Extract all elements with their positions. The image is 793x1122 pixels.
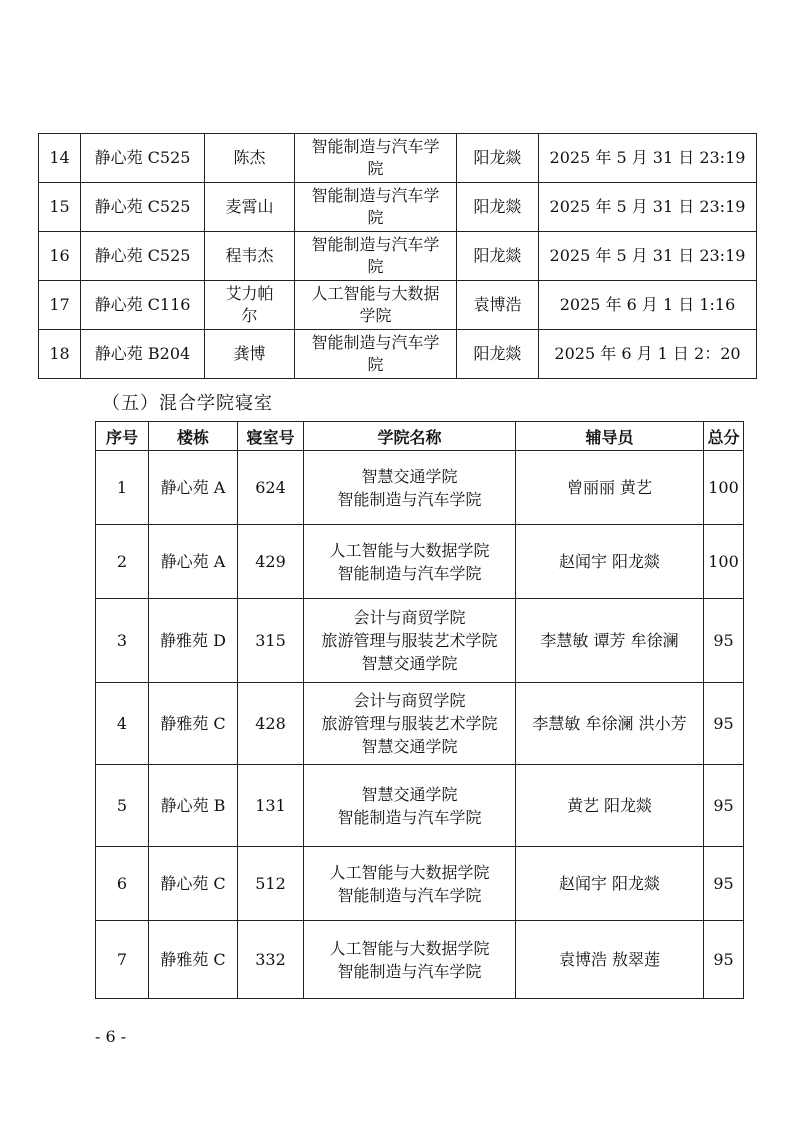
cell-college: 智能制造与汽车学 院 [295,134,457,183]
cell-score: 95 [704,765,744,847]
cell-room: 315 [238,599,304,683]
cell-counselor: 袁博浩 敖翠莲 [516,921,704,999]
cell-counselor: 阳龙燚 [457,183,539,232]
cell-counselor: 阳龙燚 [457,134,539,183]
page-number: - 6 - [95,1027,127,1046]
cell-room: 131 [238,765,304,847]
cell-counselor: 阳龙燚 [457,330,539,379]
header-building: 楼栋 [149,422,238,451]
cell-time: 2025 年 5 月 31 日 23:19 [539,232,757,281]
cell-score: 100 [704,525,744,599]
mixed-dorm-body [96,451,744,999]
cell-score: 100 [704,451,744,525]
cell-name: 陈杰 [205,134,295,183]
cell-dorm: 静心苑 C116 [81,281,205,330]
table-row [96,451,744,525]
table-row [39,183,757,232]
cell-counselor: 曾丽丽 黄艺 [516,451,704,525]
cell-counselor: 阳龙燚 [457,232,539,281]
section-title: （五）混合学院寝室 [102,393,273,414]
violation-records-body [39,134,757,379]
cell-dorm: 静心苑 B204 [81,330,205,379]
table-row [96,525,744,599]
cell-score: 95 [704,599,744,683]
header-counselor: 辅导员 [516,422,704,451]
cell-building: 静心苑 B [149,765,238,847]
cell-building: 静心苑 A [149,451,238,525]
header-room: 寝室号 [238,422,304,451]
cell-college: 人工智能与大数据学院 智能制造与汽车学院 [304,525,516,599]
cell-dorm: 静心苑 C525 [81,232,205,281]
cell-counselor: 黄艺 阳龙燚 [516,765,704,847]
cell-no: 18 [39,330,81,379]
cell-time: 2025 年 5 月 31 日 23:19 [539,134,757,183]
cell-no: 17 [39,281,81,330]
cell-score: 95 [704,683,744,765]
table-row [96,599,744,683]
cell-time: 2025 年 6 月 1 日 2：20 [539,330,757,379]
violation-records-table [38,133,757,379]
table-row [39,330,757,379]
table-row [39,134,757,183]
cell-building: 静雅苑 C [149,921,238,999]
cell-no: 5 [96,765,149,847]
cell-name: 麦霄山 [205,183,295,232]
cell-name: 艾力帕 尔 [205,281,295,330]
cell-counselor: 李慧敏 牟徐澜 洪小芳 [516,683,704,765]
cell-room: 332 [238,921,304,999]
cell-building: 静心苑 A [149,525,238,599]
table-row [96,921,744,999]
table-header-row [96,422,744,451]
cell-college: 智慧交通学院 智能制造与汽车学院 [304,765,516,847]
table-row [39,232,757,281]
cell-time: 2025 年 6 月 1 日 1:16 [539,281,757,330]
cell-dorm: 静心苑 C525 [81,183,205,232]
cell-room: 512 [238,847,304,921]
cell-counselor: 赵闻宇 阳龙燚 [516,525,704,599]
cell-building: 静心苑 C [149,847,238,921]
cell-no: 16 [39,232,81,281]
cell-college: 会计与商贸学院 旅游管理与服装艺术学院 智慧交通学院 [304,683,516,765]
cell-time: 2025 年 5 月 31 日 23:19 [539,183,757,232]
cell-building: 静雅苑 D [149,599,238,683]
table-row [96,683,744,765]
cell-college: 智能制造与汽车学 院 [295,183,457,232]
table-row [39,281,757,330]
cell-college: 会计与商贸学院 旅游管理与服装艺术学院 智慧交通学院 [304,599,516,683]
cell-no: 7 [96,921,149,999]
cell-room: 429 [238,525,304,599]
cell-college: 人工智能与大数据学院 智能制造与汽车学院 [304,847,516,921]
header-score: 总分 [704,422,744,451]
mixed-college-dorm-table [95,421,744,999]
cell-name: 龚博 [205,330,295,379]
cell-counselor: 李慧敏 谭芳 牟徐澜 [516,599,704,683]
cell-score: 95 [704,921,744,999]
cell-name: 程韦杰 [205,232,295,281]
cell-no: 15 [39,183,81,232]
cell-score: 95 [704,847,744,921]
cell-counselor: 赵闻宇 阳龙燚 [516,847,704,921]
cell-college: 人工智能与大数据 学院 [295,281,457,330]
header-no: 序号 [96,422,149,451]
cell-no: 6 [96,847,149,921]
cell-room: 624 [238,451,304,525]
table-row [96,847,744,921]
cell-college: 智慧交通学院 智能制造与汽车学院 [304,451,516,525]
cell-counselor: 袁博浩 [457,281,539,330]
cell-no: 4 [96,683,149,765]
cell-college: 智能制造与汽车学 院 [295,232,457,281]
cell-building: 静雅苑 C [149,683,238,765]
cell-no: 3 [96,599,149,683]
cell-no: 1 [96,451,149,525]
cell-no: 14 [39,134,81,183]
cell-room: 428 [238,683,304,765]
cell-college: 智能制造与汽车学 院 [295,330,457,379]
cell-college: 人工智能与大数据学院 智能制造与汽车学院 [304,921,516,999]
cell-no: 2 [96,525,149,599]
header-college: 学院名称 [304,422,516,451]
table-row [96,765,744,847]
cell-dorm: 静心苑 C525 [81,134,205,183]
